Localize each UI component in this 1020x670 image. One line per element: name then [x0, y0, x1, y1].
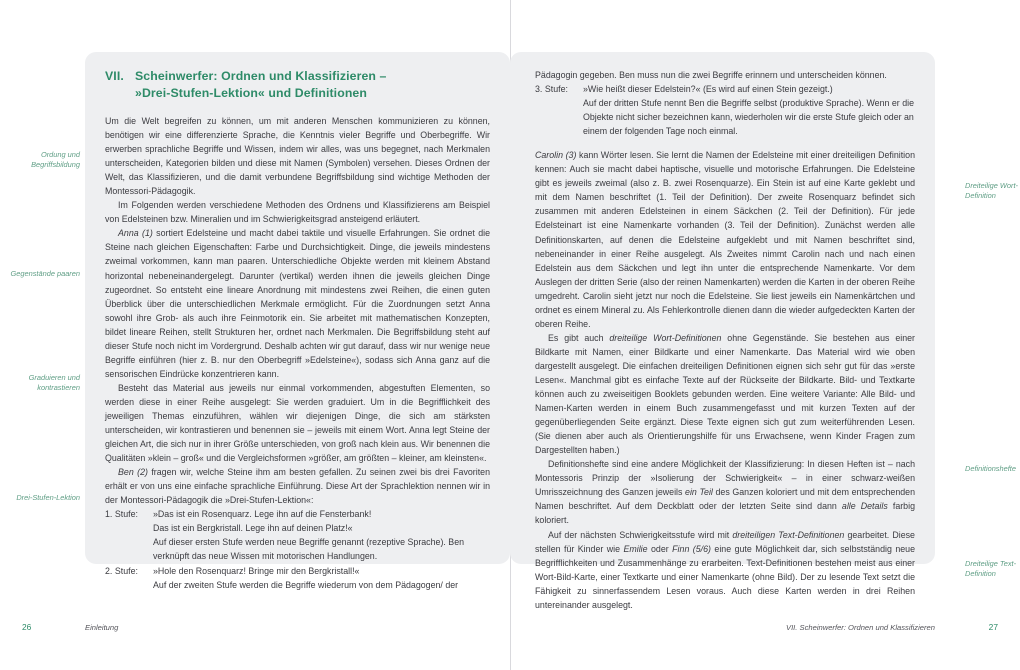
stufe-quote: »Hole den Rosenquarz! Bringe mir den Bergkristall!« [153, 565, 360, 576]
stufe-explanation: Auf der dritten Stufe nennt Ben die Begriffe selbst (produktive Sprache). Wenn er die Objekte nicht sicher bezeichnen kann, wiederholen wir die erste Stufe gleich oder an einem der folgenden Tage noch einmal. [583, 98, 915, 137]
margin-note: Graduieren und kontrastieren [28, 373, 80, 393]
body-paragraph: Definitionshefte sind eine andere Möglichkeit der Klassifizierung: In diesen Heften ist – nach Montessoris Prinzip der »Isolierung der Schwierigkeit« – in einer schwarz-weißen Umrisszeichnung des Ganzen jeweils ein Teil des Ganzen koloriert und mit dem entsprechenden Namen beschriftet. Auf dem Deckblatt oder der letzten Seite sind dann alle Details farbig koloriert. [535, 459, 915, 526]
body-paragraph: Anna (1) sortiert Edelsteine und macht dabei taktile und visuelle Erfahrungen. Sie ordnet die Steine nach gleichen Eigenschaften: Farbe und Durchsichtigkeit. Dinge, die jeweils mindestens zweimal vorkommen, kann man paaren. Unterschiedliche Objekte werden mit kleinem Abstand horizontal nebeneinandergelegt. Darunter (vertikal) werden ihnen die jeweils gleichen Dinge zugeordnet. So entsteht eine lineare Anordnung mit mindestens zwei Reihen, die einen guten Überblick über die unterschiedlichen Merkmale ermöglicht. Für die Zuordnungen setzt Anna sowohl ihre Grob- als auch ihre Feinmotorik ein. Sie arbeitet mit mathematischen Konzepten, bildet lineare Reihen, stellt Strukturen her, ordnet nach Merkmalen. Die Begriffsbildung steht auf dieser Stufe noch nicht im Vordergrund. Deshalb achten wir gut darauf, dass wir nur wenige neue Begriffe einführen (hier z. B. nur den Oberbegriff »Edelsteine«), sodass sich Anna ganz auf die sensorischen Eindrücke konzentrieren kann. [105, 228, 491, 379]
right-stufen-list [535, 82, 915, 138]
left-page-textblock [85, 52, 510, 590]
stufe-label: 3. Stufe: [535, 84, 568, 95]
margin-note: Drei-Stufen-Lektion [16, 493, 80, 502]
stufe-entry [105, 564, 490, 578]
stufe-quote: »Das ist ein Rosenquarz. Lege ihn auf die Fensterbank! Das ist ein Bergkristall. Lege ihn auf deinen Platz!« [153, 509, 372, 534]
running-head-right: VII. Scheinwerfer: Ordnen und Klassifizieren [786, 623, 935, 632]
stufe-quote: »Wie heißt dieser Edelstein?« (Es wird auf einen Stein gezeigt.) [583, 84, 833, 95]
page-title [105, 68, 490, 101]
folio-left: 26 [22, 622, 32, 632]
stufe-entry [105, 507, 490, 535]
chapter-title-line2: »Drei-Stufen-Lektion« und Definitionen [135, 85, 367, 100]
body-paragraph: Um die Welt begreifen zu können, um mit anderen Menschen kommunizieren zu können, benötigen wir eine differenzierte Sprache, die Kenntnis vieler Begriffe und Oberbegriffe. Wir erwerben sprachliche Begriffe und Wissen, indem wir alles, was uns begegnet, nach Merkmalen unterscheiden, Kategorien bilden und diese mit Namen (Symbolen) versehen. Dieses Ordnen der Welt, das Klassifizieren, und die damit verbundene Begriffsbildung sind wichtige Methoden der Montessori-Pädagogik. [105, 116, 490, 197]
margin-note: Gegenstände paaren [10, 269, 80, 278]
body-paragraph: Besteht das Material aus jeweils nur einmal vorkommenden, abgestuften Elementen, so werden diese in einer Reihe ausgelegt: Sie werden graduiert. Um in die Begrifflichkeit des jeweiligen Themas einzuführen, wählen wir diejenigen Dinge, die sich am stärksten unterscheiden, wir kontrastieren und benennen sie – jeweils mit einem Wort. Anna legt Steine der gleichen Art, die sich nur in ihrer Größe unterschieden, von groß nach klein aus. Wir benennen die Qualitäten »klein – groß« und die Vergleichsformen »größer, am größten – kleiner, am kleinsten«. [105, 382, 490, 464]
stufe-label: 1. Stufe: [105, 509, 138, 520]
stufe-explanation: Auf dieser ersten Stufe werden neue Begriffe genannt (rezeptive Sprache). Ben verknüpft das neue Wissen mit motorischen Handlungen. [153, 537, 465, 562]
continuation-paragraph: Pädagogin gegeben. Ben muss nun die zwei Begriffe erinnern und unterscheiden können. [535, 70, 887, 80]
chapter-number: VII. [105, 69, 124, 83]
body-paragraph: Auf der nächsten Schwierigkeitsstufe wird mit dreiteiligen Text-Definitionen gearbeitet. Diese stellen für Kinder wie Emilie oder Finn (5/6) eine gute Möglichkeit dar, sich selbstständig neue Begrifflichkeiten und Zusammenhänge zu erarbeiten. Text-Definitionen bestehen meist aus einer Wort-Bild-Karte, einer Textkarte und einer Namenkarte (ohne Bild). Der zu lesende Text setzt die Fähigkeit zu sinnerfassendem Lesen voraus. Auch diese Karten werden in drei Reihen untereinander ausgelegt. [535, 529, 915, 610]
right-page-textblock [510, 52, 935, 610]
body-paragraph: Es gibt auch dreiteilige Wort-Definitionen ohne Gegenstände. Sie bestehen aus einer Bildkarte mit Namen, einer Bildkarte und einer Namenkarte. Das Material wird wie oben dargestellt ausgelegt. Die einfachen dreiteiligen Definitionen eignen sich sehr gut für das »erste Lesen«. Manchmal gibt es einfache Texte auf der Rückseite der Bildkarte. Bild- und Textkarte können auch zu zweiseitigen Booklets gebunden werden. Eine weitere Variante: Alle Bild- und Namen-Karten werden in einem Buch zusammengefasst und mit kurzen Texten auf der gegenüberliegenden Seite ergänzt. Diese Texte eignen sich gut zum weiterführenden Lesen. (Sie dienen aber auch als Orientierungshilfe für uns Erwachsene, wenn Kinder Fragen zum Dargestellten haben.) [535, 332, 915, 456]
page-right [510, 0, 1020, 670]
folio-right: 27 [988, 622, 998, 632]
left-stufen-list [105, 507, 490, 591]
body-paragraph: Im Folgenden werden verschiedene Methoden des Ordnens und Klassifizierens am Beispiel von Edelsteinen bzw. Mineralien und im Schwierigkeitsgrad ansteigend erläutert. [105, 200, 490, 225]
right-body-text [535, 148, 915, 612]
margin-note: Dreiteilige Wort-Definition [965, 181, 1018, 201]
body-paragraph: Ben (2) fragen wir, welche Steine ihm am besten gefallen. Zu seinen zwei bis drei Favoriten erhält er von uns eine einfache sprachliche Einführung. Diese Art der Sprachlektion nennen wir in der Montessori-Pädagogik die »Drei-Stufen-Lektion«: [105, 467, 490, 506]
running-head-left: Einleitung [85, 623, 119, 632]
chapter-title-line1: Scheinwerfer: Ordnen und Klassifizieren – [135, 69, 387, 83]
stufe-label: 2. Stufe: [105, 565, 138, 576]
stufe-explanation: Auf der zweiten Stufe werden die Begriffe wiederum von dem Pädagogen/ der [153, 579, 459, 590]
stufe-entry [535, 82, 915, 96]
body-paragraph: Carolin (3) kann Wörter lesen. Sie lernt die Namen der Edelsteine mit einer dreiteiligen Definition kennen: Auch sie macht dabei haptische, visuelle und motorische Erfahrungen. Die Edelsteine gibt es jeweils zweimal (also z. B. zwei Rosenquarze). Ein Stein ist auf eine Karte geklebt und mit dem Namen beschriftet (1. Teil der Definition). Der zweite Rosenquarz befindet sich zusammen mit anderen Edelsteinen in einem Säckchen (2. Teil der Definition). Für jede Edelsteinart ist eine Namenkarte vorhanden (3. Teil der Definition). Zunächst werden alle Definitionskarten, auf denen die Edelsteine aufgeklebt und mit Namen beschriftet sind, nebeneinander in einer Reihe ausgelegt. Als Zweites nimmt Carolin nach und nach einen Edelstein aus dem Säckchen und legt ihn unter die entsprechende Namenkarte. Vor dem Auslegen der dritten Serie (also der reinen Namenkarten) werden die Karten in der oberen Reihe umgedreht. Carolin sieht jetzt nur noch die Edelsteine. Sie liest jeweils ein Namenkärtchen und ordnet es einem Mineral zu. Als Fehlerkontrolle dienen dann die wieder aufgedeckten Karten der oberen Reihe. [535, 150, 915, 329]
left-body-text [105, 114, 490, 507]
margin-note: Dreiteilige Text-Definition [965, 559, 1017, 579]
margin-note: Definitionshefte [965, 464, 1016, 473]
margin-note: Ordung und Begriffsbildung [31, 150, 80, 170]
